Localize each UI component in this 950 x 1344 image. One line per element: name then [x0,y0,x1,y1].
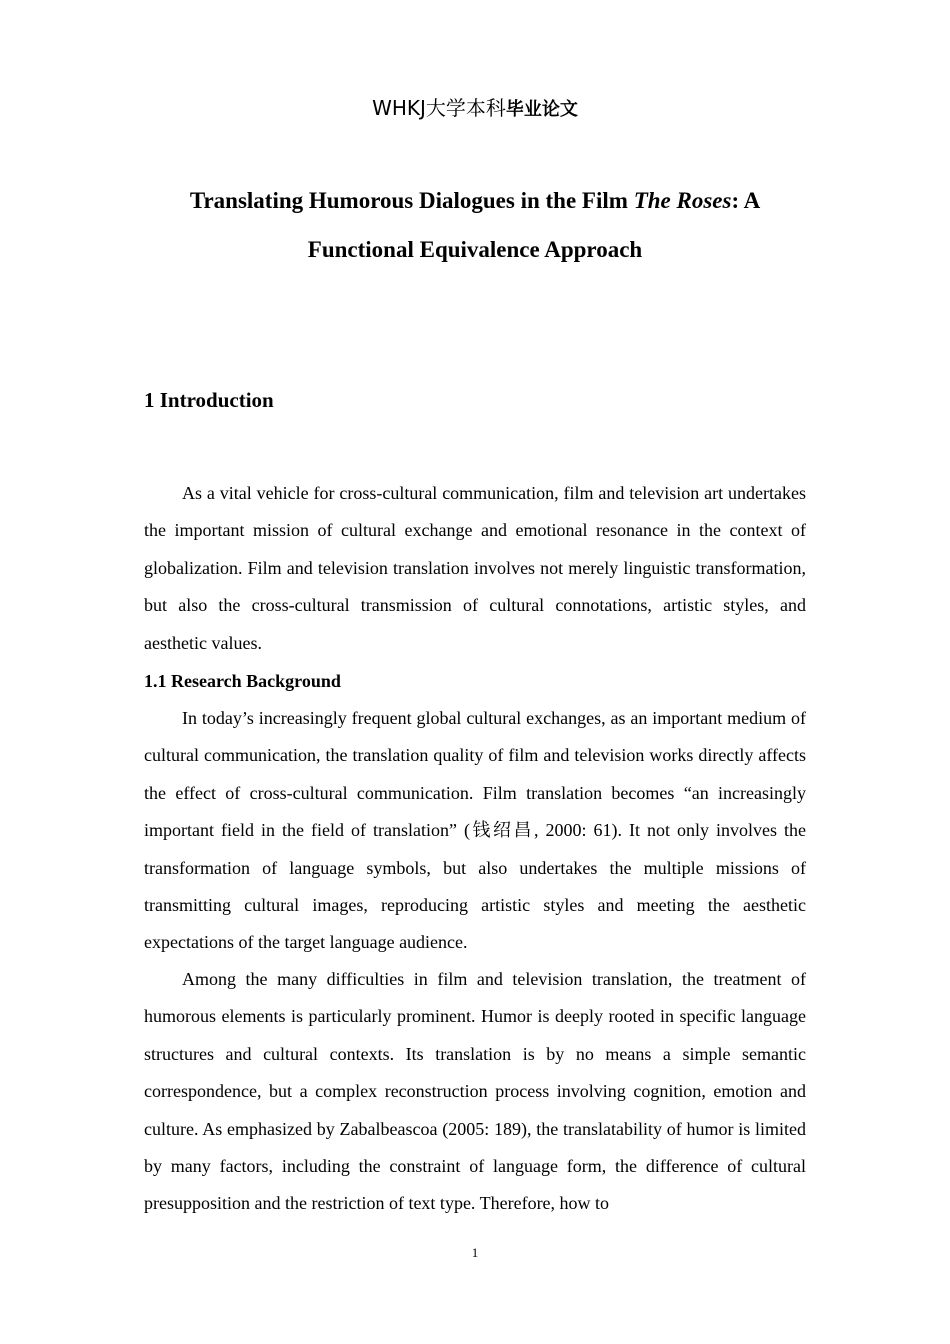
subsection-heading-research-background: 1.1 Research Background [144,671,341,691]
section-heading-introduction: 1 Introduction [144,388,274,412]
intro-paragraph: As a vital vehicle for cross-cultural communication, film and television art undertakes the important mission of cultural exchange and emotional resonance in the context of globalization. Film and television translation involves not merely linguistic transformation, but also the cross-cultural transmission of cultural connotations, artistic styles, and aesthetic values. [144,483,806,653]
thesis-title-line-2: Functional Equivalence Approach [307,237,643,262]
header-university: WHKJ大学本科 [372,96,506,120]
title-film-name: The Roses [633,188,732,213]
background-paragraph-2: Among the many difficulties in film and television translation, the treatment of humorous elements is particularly prominent. Humor is deeply rooted in specific language structures and cultural contexts. Its translation is by no means a simple semantic correspondence, but a complex reconstruction process involving cognition, emotion and culture. As emphasized by Zabalbeascoa (2005: 189), the translatability of humor is limited by many factors, including the constraint of language form, the difference of cultural presupposition and the restriction of text type. Therefore, how to [144,969,806,1214]
thesis-title-line-1 [144,188,806,214]
title-part-before: Translating Humorous Dialogues in the Film [189,188,634,213]
title-part-after: : A [731,188,761,213]
page-number: 1 [471,1245,479,1260]
header-thesis-label: 毕业论文 [505,99,578,120]
background-paragraph-1: In today’s increasingly frequent global cultural exchanges, as an important medium of cultural communication, the translation quality of film and television works directly affects the effect of cross-cultural communication. Film translation becomes “an increasingly important field in the field of translation” (钱绍昌, 2000: 61). It not only involves the transformation of language symbols, but also undertakes the multiple missions of transmitting cultural images, reproducing artistic styles and meeting the aesthetic expectations of the target language audience. [144,708,806,953]
page-header [0,92,950,121]
